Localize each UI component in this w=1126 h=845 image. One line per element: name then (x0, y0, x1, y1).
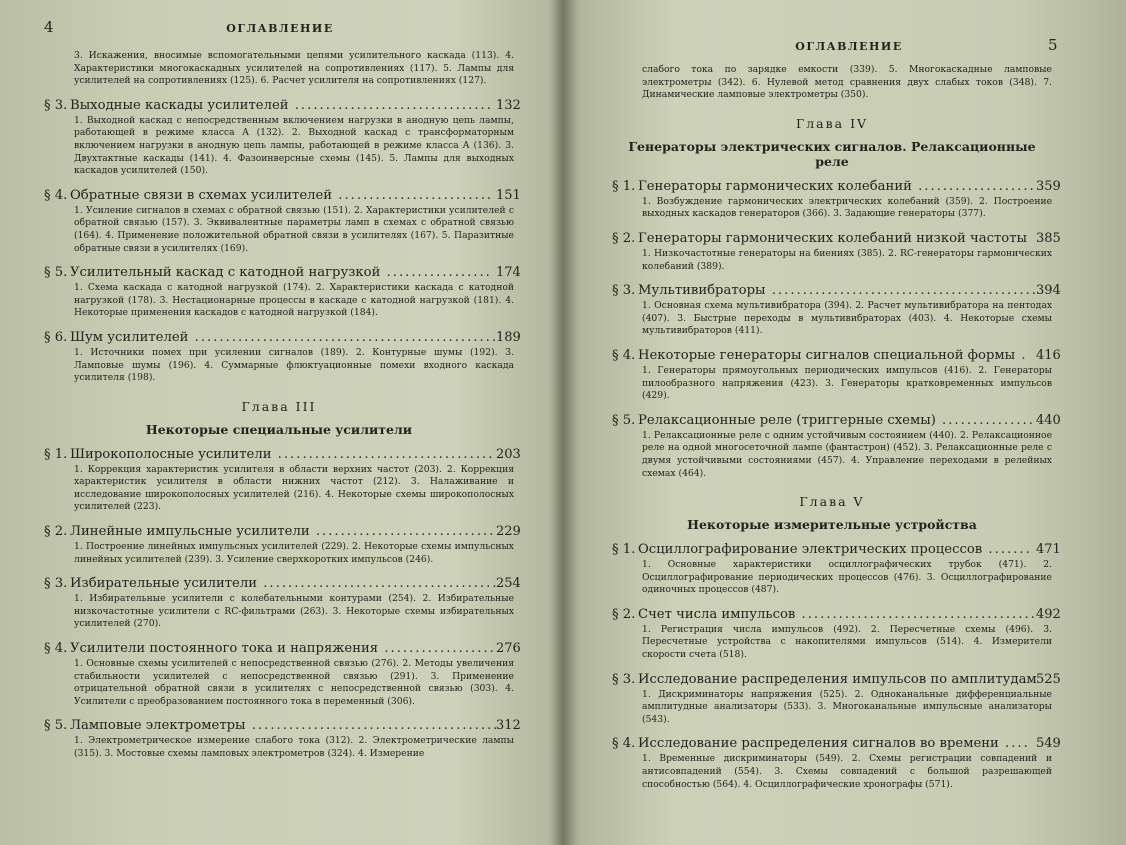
section-page-number: 525 (1036, 671, 1061, 687)
section-page-number: 492 (1036, 606, 1061, 622)
section-title: Ламповые электрометры (70, 718, 246, 734)
toc-section (44, 264, 521, 320)
section-number: § 1. (612, 542, 636, 558)
section-title: Усилители постоянного тока и напряжения (70, 641, 379, 657)
toc-section (44, 187, 521, 255)
page-number: 5 (1048, 36, 1058, 54)
subsection-list: 1. Выходной каскад с непосредственным включением нагрузки в анодную цепь лампы, работающей в режиме класса A (132). 2. Выходной каскад с трансформаторным включением нагрузки в анодную цепь лампы, работающей в режиме класса A (136). 3. Двухтактные каскады (141). 4. Фазоинверсные схемы (145). 5. Лампы для выходных каскадов усилителей (150). (74, 114, 514, 177)
toc-section (612, 282, 1061, 338)
section-heading (44, 717, 521, 735)
section-title: Выходные каскады усилителей (70, 97, 289, 113)
subsection-list: 1. Низкочастотные генераторы на биениях (385). 2. RC-генераторы гармонических колебаний (389). (642, 247, 1052, 272)
toc-section (612, 412, 1061, 480)
section-number: § 5. (612, 412, 636, 428)
toc-section (612, 606, 1061, 662)
subsection-list: 1. Схема каскада с катодной нагрузкой (174). 2. Характеристики каскада с катодной нагрузкой (178). 3. Нестационарные процессы в каскаде с катодной нагрузкой (181). 4. Некоторые применения каскадов с катодной нагрузкой (184). (74, 282, 514, 319)
toc-section (44, 575, 521, 631)
continuation-text: слабого тока по зарядке емкости (339). 5. Многокаскадные ламповые электрометры (342). 6. Нулевой метод сравнения двух слабых токов (348). 7. Динамические ламповые электрометры (350). (642, 64, 1052, 101)
section-heading (44, 575, 521, 593)
section-number: § 4. (612, 736, 636, 752)
section-title: Мультивибраторы (638, 283, 766, 299)
section-number: § 2. (612, 230, 636, 246)
right-page (572, 0, 1126, 845)
section-page-number: 254 (496, 576, 521, 592)
section-number: § 3. (612, 283, 636, 299)
section-title: Избирательные усилители (70, 576, 258, 592)
section-number: § 2. (612, 606, 636, 622)
section-heading (44, 264, 521, 282)
section-heading (44, 329, 521, 347)
section-page-number: 359 (1036, 178, 1061, 194)
section-page-number: 189 (496, 329, 521, 345)
section-heading (612, 735, 1061, 753)
toc-section (44, 446, 521, 514)
subsection-list: 1. Усиление сигналов в схемах с обратной связью (151). 2. Характеристики усилителей с обратной связью (157). 3. Эквивалентные параметры ламп в схемах с обратной связью (164). 4. Применение положительной обратной связи в усилителях (167). 5. Паразитные обратные связи в усилителях (169). (74, 204, 514, 254)
section-page-number: 174 (496, 265, 521, 281)
leader-dots: .... (998, 736, 1030, 752)
section-heading (612, 606, 1061, 624)
section-title: Исследование распределения сигналов во времени (638, 736, 999, 752)
leader-dots: ................................................. (188, 329, 499, 345)
section-page-number: 312 (496, 718, 521, 734)
toc-section (44, 523, 521, 566)
section-page-number: 549 (1036, 736, 1061, 752)
section-heading (612, 541, 1061, 559)
section-page-number: 132 (496, 97, 521, 113)
section-page-number: 416 (1036, 347, 1061, 363)
section-title: Некоторые генераторы сигналов специальной формы (638, 347, 1016, 363)
leader-dots: . (1015, 347, 1028, 363)
section-page-number: 394 (1036, 283, 1061, 299)
section-page-number: 440 (1036, 412, 1061, 428)
subsection-list: 1. Релаксационные реле с одним устойчивым состоянием (440). 2. Релаксационное реле на одной многосеточной лампе (фантастрон) (452). 3. Релаксационные реле с двумя устойчивыми состояниями (457). 4. Управление переходами в релейных схемах (464). (642, 429, 1052, 479)
section-heading (612, 412, 1061, 430)
toc-section (612, 735, 1061, 791)
subsection-list: 1. Избирательные усилители с колебательными контурами (254). 2. Избирательные низкочастотные усилители с RC-фильтрами (263). 3. Некоторые схемы избирательных усилителей (270). (74, 593, 514, 630)
chapter-title: Некоторые специальные усилители (145, 421, 413, 437)
toc-content (44, 50, 521, 761)
leader-dots: ............................. (309, 524, 496, 540)
toc-blocks (612, 115, 1061, 791)
subsection-list: 1. Построение линейных импульсных усилителей (229). 2. Некоторые схемы импульсных линейных усилителей (239). 3. Усиление сверхкоротких импульсов (246). (74, 541, 514, 565)
leader-dots: ........................................... (765, 283, 1038, 299)
section-heading (44, 523, 521, 541)
section-page-number: 151 (496, 187, 521, 203)
section-heading (612, 282, 1061, 300)
section-heading (612, 178, 1061, 196)
leader-dots: ............... (935, 412, 1035, 428)
running-head: ОГЛАВЛЕНИЕ (795, 40, 903, 53)
subsection-list: 1. Основные схемы усилителей с непосредственной связью (276). 2. Методы увеличения стабильности усилителей с непосредственной связью (291). 3. Применение отрицательной обратной связи в усилителях с непосредственной связью (303). 4. Усилители с преобразованием постоянного тока в переменный (306). (74, 658, 514, 707)
leader-dots: ................. (380, 265, 492, 281)
section-page-number: 276 (496, 641, 521, 657)
toc-section (612, 541, 1061, 597)
section-title: Счет числа импульсов (638, 606, 796, 622)
leader-dots: ................................... (271, 446, 495, 462)
section-title: Усилительный каскад с катодной нагрузкой (70, 265, 381, 281)
chapter-heading: Глава V (799, 494, 865, 510)
toc-section (44, 329, 521, 385)
toc-blocks (44, 97, 521, 761)
subsection-list: 1. Дискриминаторы напряжения (525). 2. Одноканальные дифференциальные амплитудные анализаторы (533). 3. Многоканальные импульсные анализаторы (543). (642, 688, 1052, 725)
section-heading (612, 230, 1061, 248)
section-title: Линейные импульсные усилители (70, 524, 310, 540)
section-number: § 5. (44, 718, 68, 734)
section-number: § 4. (44, 641, 68, 657)
toc-section (44, 640, 521, 708)
section-number: § 5. (44, 265, 68, 281)
toc-content (612, 64, 1061, 791)
section-heading (44, 187, 521, 205)
leader-dots: .................. (378, 641, 496, 657)
section-number: § 1. (612, 178, 636, 194)
section-title: Релаксационные реле (триггерные схемы) (638, 412, 936, 428)
continuation-text: 3. Искажения, вносимые вспомогательными цепями усилительного каскада (113). 4. Характеристики многокаскадных усилителей на сопротивлениях (117). 5. Лампы для усилителей на сопротивлениях (125). 6. Расчет усилителя на сопротивлениях (127). (74, 50, 514, 87)
toc-section (612, 230, 1061, 273)
leader-dots: ...................................... (795, 606, 1037, 622)
subsection-list: 1. Генераторы прямоугольных периодических импульсов (416). 2. Генераторы пилообразного напряжения (423). 3. Генераторы кратковременных импульсов (429). (642, 364, 1052, 402)
leader-dots: ................... (911, 178, 1036, 194)
toc-section (612, 178, 1061, 221)
section-page-number: 471 (1036, 542, 1061, 558)
section-number: § 1. (44, 446, 68, 462)
chapter-heading: Глава III (241, 398, 317, 414)
section-heading (44, 640, 521, 658)
leader-dots: ................................ (288, 97, 493, 113)
toc-section (44, 97, 521, 178)
page-number: 4 (44, 18, 54, 36)
section-heading (44, 97, 521, 115)
left-page (0, 0, 560, 845)
section-number: § 6. (44, 329, 68, 345)
section-heading (44, 446, 521, 464)
section-title: Осциллографирование электрических процессов (638, 542, 983, 558)
section-number: § 3. (44, 97, 68, 113)
section-title: Обратные связи в схемах усилителей (70, 187, 333, 203)
section-page-number: 229 (496, 524, 521, 540)
subsection-list: 1. Регистрация числа импульсов (492). 2. Пересчетные схемы (496). 3. Пересчетные устройства с накопителями импульсов (514). 4. Измерители скорости счета (518). (642, 623, 1052, 661)
section-page-number: 203 (496, 446, 521, 462)
subsection-list: 1. Возбуждение гармонических электрических колебаний (359). 2. Построение выходных каскадов генераторов (366). 3. Задающие генераторы (377). (642, 195, 1052, 220)
section-number: § 4. (44, 187, 68, 203)
toc-section (612, 347, 1061, 403)
subsection-list: 1. Временные дискриминаторы (549). 2. Схемы регистрации совпадений и антисовпадений (554). 3. Схемы совпадений с большой разрешающей способностью (564). 4. Осциллографические хронографы (571). (642, 753, 1052, 790)
section-number: § 3. (44, 576, 68, 592)
section-title: Широкополосные усилители (70, 446, 272, 462)
section-title: Генераторы гармонических колебаний (638, 178, 912, 194)
section-number: § 4. (612, 347, 636, 363)
section-title: Исследование распределения импульсов по амплитудам (638, 671, 1037, 687)
section-title: Генераторы гармонических колебаний низкой частоты (638, 230, 1028, 246)
section-title: Шум усилителей (70, 329, 189, 345)
subsection-list: 1. Коррекция характеристик усилителя в области верхних частот (203). 2. Коррекция характеристик усилителя в области нижних частот (212). 3. Налаживание и исследование широкополосных усилителей (216). 4. Некоторые схемы широкополосных усилителей (223). (74, 463, 514, 513)
leader-dots: ......................... (332, 187, 494, 203)
section-page-number: 385 (1036, 230, 1061, 246)
chapter-title: Некоторые измерительные устройства (687, 517, 977, 533)
section-heading (612, 671, 1061, 689)
leader-dots: ........................................ (245, 718, 500, 734)
leader-dots: ....... (982, 542, 1032, 558)
section-number: § 2. (44, 524, 68, 540)
subsection-list: 1. Электрометрическое измерение слабого тока (312). 2. Электрометрические лампы (315). 3. Мостовые схемы ламповых электрометров (324). 4. Измерение (74, 735, 514, 759)
running-head: ОГЛАВЛЕНИЕ (226, 22, 334, 35)
toc-section (612, 671, 1061, 727)
chapter-heading: Глава IV (795, 115, 869, 131)
chapter-title: Генераторы электрических сигналов. Релаксационные реле (628, 138, 1036, 169)
subsection-list: 1. Источники помех при усилении сигналов (189). 2. Контурные шумы (192). 3. Ламповые шумы (196). 4. Суммарные флюктуационные помехи входного каскада усилителя (198). (74, 346, 514, 384)
toc-section (44, 717, 521, 760)
subsection-list: 1. Основная схема мультивибратора (394). 2. Расчет мультивибратора на пентодах (407). 3. Быстрые переходы в мультивибраторах (403). 4. Некоторые схемы мультивибраторов (411). (642, 300, 1052, 337)
leader-dots: ...................................... (257, 576, 499, 592)
section-number: § 3. (612, 671, 636, 687)
section-heading (612, 347, 1061, 365)
subsection-list: 1. Основные характеристики осциллографических трубок (471). 2. Осциллографирование периодических процессов (476). 3. Осциллографирование одиночных процессов (487). (642, 559, 1052, 596)
